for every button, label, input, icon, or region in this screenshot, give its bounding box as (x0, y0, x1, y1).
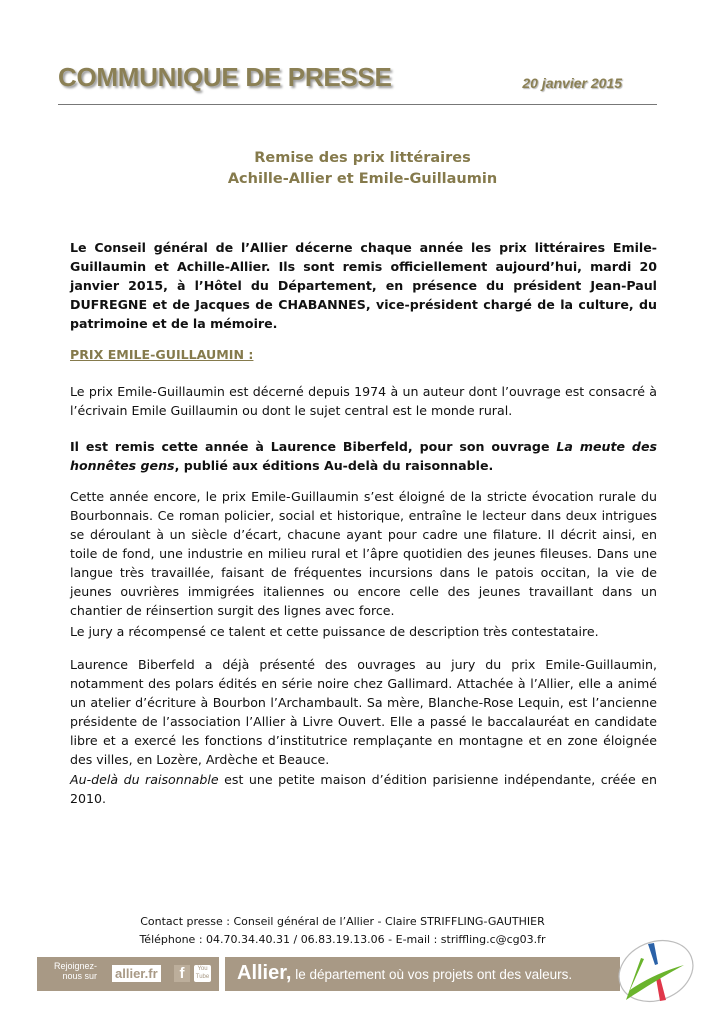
p2-part1: Il est remis cette année à Laurence Biberfeld, pour son ouvrage (70, 439, 557, 454)
slogan-text: le département où vos projets ont des valeurs. (291, 967, 573, 982)
paragraph-1 (70, 382, 657, 420)
press-contact (0, 913, 685, 949)
youtube-icon-top: You (197, 966, 208, 972)
paragraph-1-text: Le prix Emile-Guillaumin est décerné depuis 1974 à un auteur dont l’ouvrage est consacré à l’écrivain Emile Guillaumin ou dont le sujet central est le monde rural. (70, 384, 657, 418)
paragraph-5 (70, 655, 657, 769)
document-title: COMMUNIQUE DE PRESSE (58, 62, 392, 92)
paragraph-2 (70, 437, 657, 475)
youtube-icon[interactable] (194, 965, 211, 982)
paragraph-3-text: Cette année encore, le prix Emile-Guillaumin s’est éloigné de la stricte évocation rurale du Bourbonnais. Ce roman policier, social et historique, entraîne le lecteur dans deux intrigues se déroulant à un siècle d’écart, chacune ayant pour cadre une filature. Il décrit ainsi, en toile de fond, une industrie en milieu rural et l’âpre quotidien des jeunes fileuses. Dans une langue très travaillée, faisant de fréquentes incursions dans le patois occitan, la vie de jeunes ouvrières immigrées italiennes ou encore celle des jeunes travaillant dans un chantier de réinsertion surgit des lignes avec force. (70, 489, 657, 618)
join-line-2: nous sur (62, 971, 97, 981)
section-heading: PRIX EMILE-GUILLAUMIN : (70, 347, 254, 362)
paragraph-3 (70, 487, 657, 620)
header-divider (58, 104, 657, 105)
social-band (37, 957, 219, 991)
allier-fr-link[interactable]: allier.fr (112, 965, 161, 982)
press-subtitle (0, 148, 725, 190)
paragraph-6 (70, 770, 657, 808)
p6-rest: est une petite maison d’édition parisienne indépendante, créée en 2010. (70, 772, 657, 806)
contact-line-1: Contact presse : Conseil général de l’Allier - Claire STRIFFLING-GAUTHIER (140, 915, 545, 928)
paragraph-4 (70, 622, 657, 641)
document-date: 20 janvier 2015 (522, 75, 622, 91)
slogan (237, 962, 572, 985)
book-title: La meute des honnêtes gens (70, 439, 657, 473)
subtitle-line-1: Remise des prix littéraires (254, 150, 471, 166)
paragraph-2-text (70, 437, 657, 475)
paragraph-4-text: Le jury a récompensé ce talent et cette puissance de description très contestataire. (70, 624, 599, 639)
youtube-icon-bottom: Tube (195, 974, 210, 980)
slogan-brand: Allier, (237, 962, 292, 984)
paragraph-6-text (70, 770, 657, 808)
join-us-label (39, 961, 97, 981)
slogan-band (225, 957, 620, 991)
p2-part2: , publié aux éditions Au-delà du raisonnable. (174, 458, 494, 473)
paragraph-5-text: Laurence Biberfeld a déjà présenté des ouvrages au jury du prix Emile-Guillaumin, notamment des polars édités en série noire chez Gallimard. Attachée à l’Allier, elle a animé un atelier d’écriture à Bourbon l’Archambault. Sa mère, Blanche-Rose Lequin, est l’ancienne présidente de l’association l’Allier à Livre Ouvert. Elle a passé le baccalauréat en candidate libre et a exercé les fonctions d’institutrice remplaçante en montagne et en zone éloignée des villes, en Lozère, Ardèche et Beauce. (70, 657, 657, 767)
intro-paragraph (70, 238, 657, 333)
publisher-name: Au-delà du raisonnable (70, 772, 219, 787)
intro-text: Le Conseil général de l’Allier décerne chaque année les prix littéraires Emile-Guillaumin et Achille-Allier. Ils sont remis officiellement aujourd’hui, mardi 20 janvier 2015, à l’Hôtel du Département, en présence du président Jean-Paul DUFREGNE et de Jacques de CHABANNES, vice-président chargé de la culture, du patrimoine et de la mémoire. (70, 240, 657, 331)
join-line-1: Rejoignez- (53, 961, 97, 971)
subtitle-line-2: Achille-Allier et Emile-Guillaumin (227, 171, 498, 187)
contact-line-2: Téléphone : 04.70.34.40.31 / 06.83.19.13.06 - E-mail : striffling.c@cg03.fr (139, 933, 546, 946)
facebook-icon[interactable]: f (174, 965, 190, 982)
allier-logo-icon (608, 938, 698, 1008)
